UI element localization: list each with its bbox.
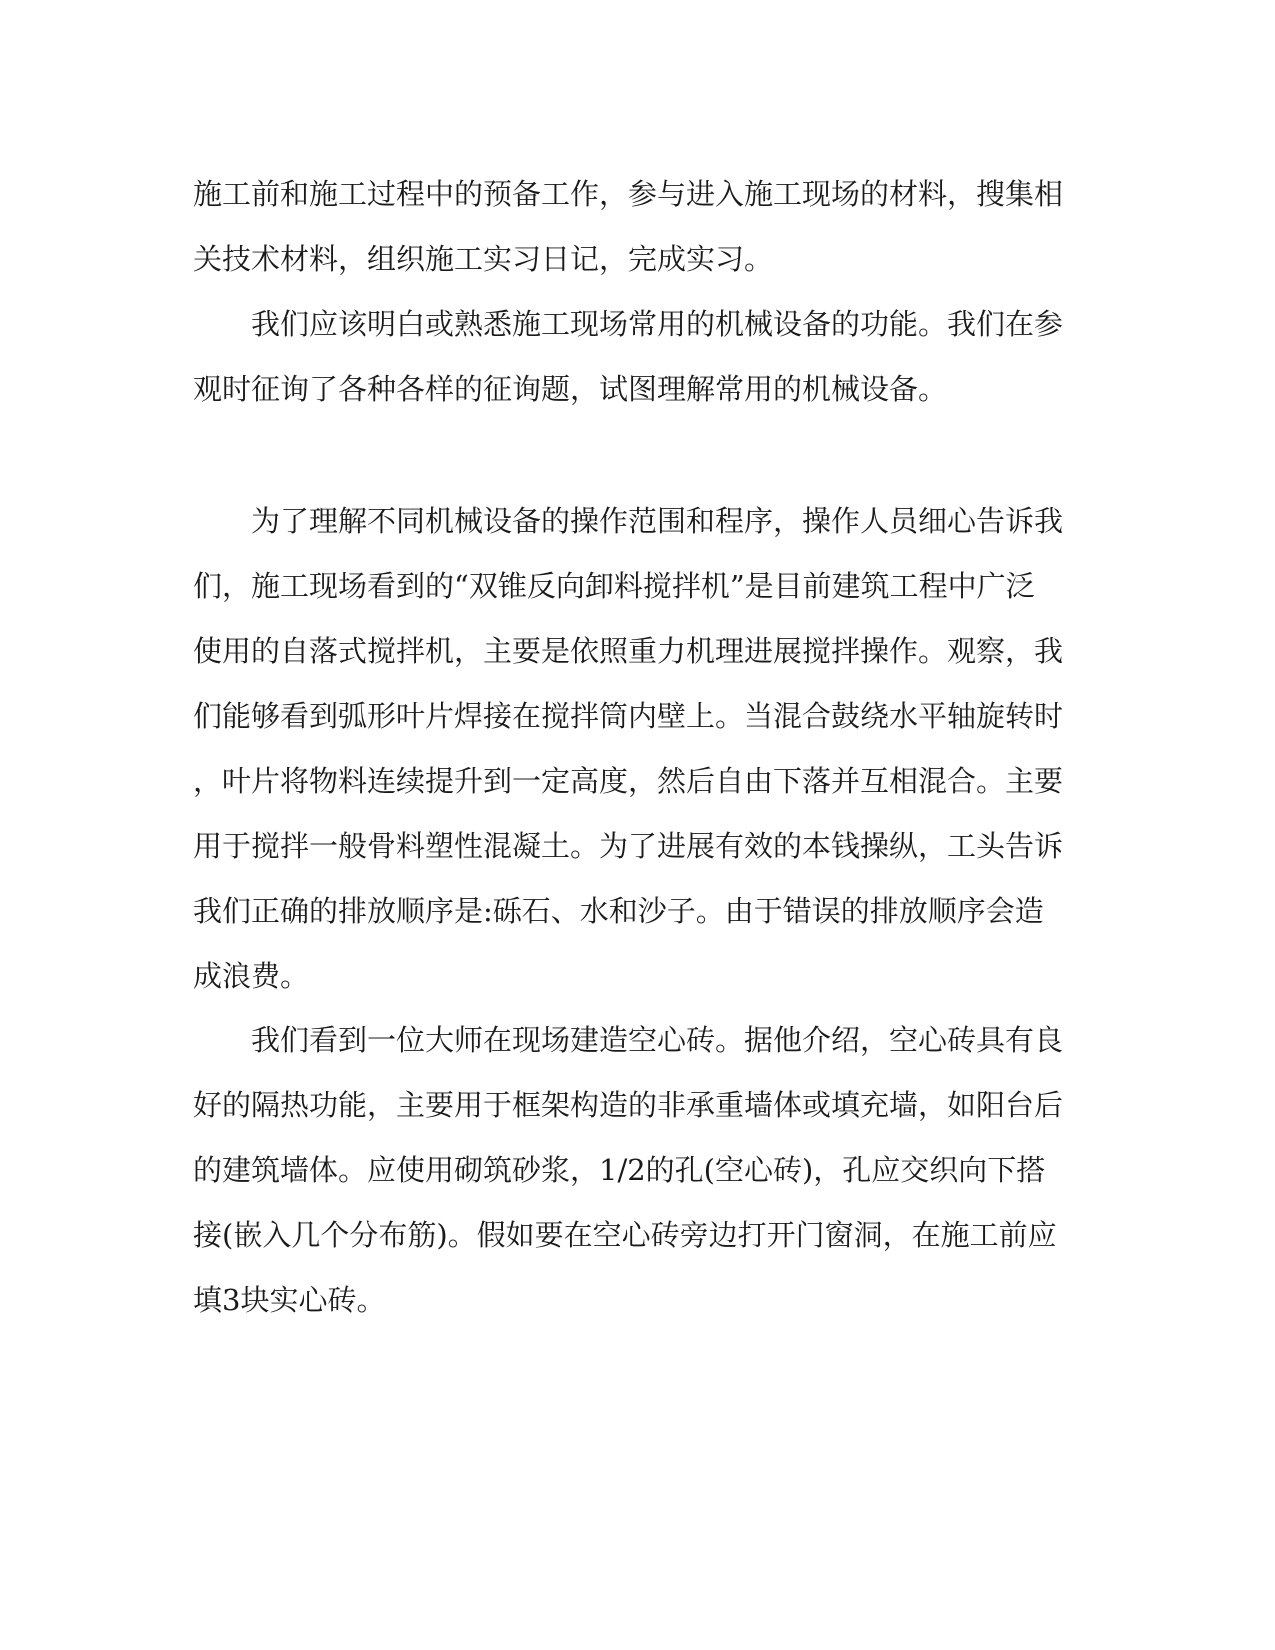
- paragraph-line: 的建筑墙体。应使用砌筑砂浆，1/2的孔(空心砖)，孔应交织向下搭: [193, 1153, 1046, 1187]
- paragraph-line: 关技术材料，组织施工实习日记，完成实习。: [193, 242, 774, 276]
- paragraph-line: 们，施工现场看到的“双锥反向卸料搅拌机”是目前建筑工程中广泛: [193, 569, 1035, 603]
- paragraph-line: 施工前和施工过程中的预备工作，参与进入施工现场的材料，搜集相: [193, 177, 1064, 211]
- paragraph-mixer: [193, 489, 1073, 1009]
- paragraph-line: 观时征询了各种各样的征询题，试图理解常用的机械设备。: [193, 372, 948, 406]
- paragraph-machinery-functions: [193, 292, 1073, 422]
- paragraph-line: 填3块实心砖。: [193, 1283, 386, 1317]
- paragraph-line: 使用的自落式搅拌机，主要是依照重力机理进展搅拌操作。观察，我: [193, 634, 1064, 668]
- paragraph-line: 好的隔热功能，主要用于框架构造的非承重墙体或填充墙，如阳台后: [193, 1088, 1064, 1122]
- paragraph-line: 我们应该明白或熟悉施工现场常用的机械设备的功能。我们在参: [251, 307, 1064, 341]
- paragraph-construction-prep: [193, 162, 1073, 292]
- paragraph-line: ，叶片将物料连续提升到一定高度，然后自由下落并互相混合。主要: [193, 764, 1064, 798]
- paragraph-line: 们能够看到弧形叶片焊接在搅拌筒内壁上。当混合鼓绕水平轴旋转时: [193, 699, 1064, 733]
- paragraph-line: 为了理解不同机械设备的操作范围和程序，操作人员细心告诉我: [251, 504, 1064, 538]
- paragraph-line: 我们正确的排放顺序是:砾石、水和沙子。由于错误的排放顺序会造: [193, 894, 1044, 928]
- paragraph-line: 成浪费。: [193, 959, 310, 993]
- paragraph-line: 用于搅拌一般骨料塑性混凝土。为了进展有效的本钱操纵，工头告诉: [193, 829, 1064, 863]
- paragraph-line: 接(嵌入几个分布筋)。假如要在空心砖旁边打开门窗洞，在施工前应: [193, 1218, 1057, 1252]
- paragraph-hollow-brick: [193, 1008, 1073, 1333]
- paragraph-line: 我们看到一位大师在现场建造空心砖。据他介绍，空心砖具有良: [251, 1023, 1064, 1057]
